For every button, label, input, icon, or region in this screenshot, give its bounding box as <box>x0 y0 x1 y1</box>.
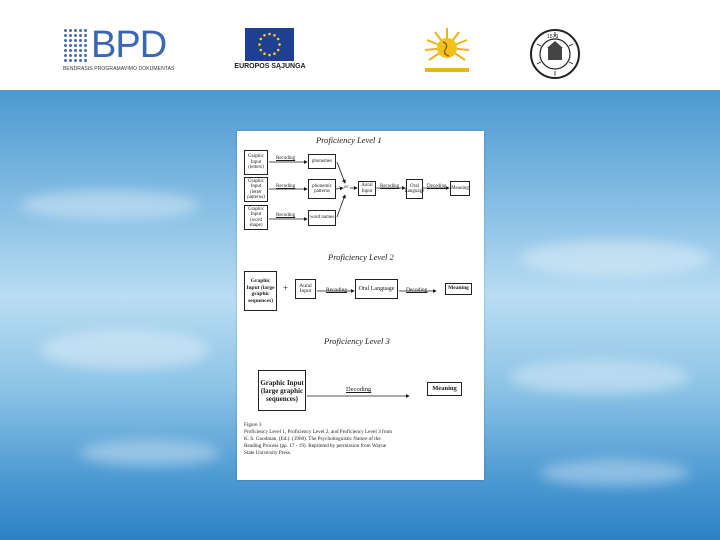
cloud <box>510 360 690 394</box>
level1-decoding-label: Decoding <box>427 184 447 189</box>
cloud <box>520 240 710 276</box>
level1-oral-language-box <box>406 179 423 199</box>
level3-title: Proficiency Level 3 <box>324 336 390 346</box>
level3-meaning-box <box>427 382 462 396</box>
box-label: Oral Language <box>404 183 425 194</box>
arrow <box>337 195 345 217</box>
caption-line: State University Press. <box>244 450 292 456</box>
level1-input-letters <box>244 150 268 175</box>
level1-meaning-box <box>450 181 470 196</box>
box-label: Aural Input <box>361 183 373 194</box>
cloud <box>80 440 220 466</box>
phonemes-box <box>308 154 336 169</box>
box-label: Oral Language <box>358 285 395 292</box>
box-label: phonemes <box>311 158 333 164</box>
university-seal-logo <box>529 28 581 80</box>
level2-oral-language-box <box>355 279 398 299</box>
level3-graphic-input-box <box>258 370 306 411</box>
word-names-box <box>308 210 336 226</box>
scanned-figure-page <box>237 131 484 480</box>
or-mark: or <box>344 185 349 190</box>
box-label: Graphic Input (large graphic sequences) <box>260 378 304 403</box>
level1-recoding-label: Recoding <box>380 184 400 189</box>
figure-caption <box>244 422 480 457</box>
level1-title: Proficiency Level 1 <box>316 135 382 145</box>
bpd-dot-mark <box>63 28 89 62</box>
level1-input-word-shape <box>244 205 268 230</box>
cloud <box>20 190 200 220</box>
bpd-logo-word: BPD <box>91 24 167 66</box>
level1-aural-input-box <box>358 181 376 196</box>
sun-emblem-icon <box>419 26 475 76</box>
level2-graphic-input-box <box>244 271 277 311</box>
eu-logo <box>234 28 306 74</box>
box-label: Aural Input <box>299 282 312 294</box>
level3-decoding-label: Decoding <box>346 386 372 393</box>
bpd-logo <box>63 24 175 76</box>
plus-sign: + <box>283 283 289 293</box>
level2-title: Proficiency Level 2 <box>328 252 394 262</box>
phonemic-patterns-box <box>308 179 336 199</box>
recoding-label: Recoding <box>276 213 296 218</box>
eu-flag-icon <box>245 28 294 61</box>
box-label: Graphic Input (letter patterns) <box>247 178 265 200</box>
recoding-label: Recoding <box>276 184 296 189</box>
caption-line: Proficiency Level 1, Proficiency Level 2, and Proficiency Level 3 from <box>244 429 393 435</box>
level2-aural-input-box <box>295 279 316 299</box>
arrow <box>336 188 343 189</box>
arrow <box>337 162 345 183</box>
seal-year: 1579 <box>547 34 559 40</box>
eu-logo-caption: EUROPOS SĄJUNGA <box>234 63 306 70</box>
eu-stars-icon <box>245 28 294 61</box>
cloud <box>540 460 690 486</box>
box-label: Meaning <box>448 285 469 292</box>
caption-line: K. S. Goodman, (Ed.). (1968). The Psycholinguistic Nature of the <box>244 436 381 442</box>
level2-recoding-label: Recoding <box>326 287 348 293</box>
bpd-logo-subtitle: BENDRASIS PROGRAMAVIMO DOKUMENTAS <box>63 66 175 72</box>
caption-line: Reading Process (pp. 17 - 19). Reprinted by permission from Wayne <box>244 443 387 449</box>
box-label: word names <box>309 215 335 221</box>
figure-label: Figure 3 <box>244 422 262 428</box>
level1-input-letter-patterns <box>244 177 268 202</box>
level2-meaning-box <box>445 283 472 295</box>
recoding-label: Recoding <box>276 156 296 161</box>
box-label: phonemic patterns <box>312 183 332 194</box>
cloud <box>40 330 210 370</box>
box-label: Meaning <box>432 385 457 393</box>
box-label: Meaning <box>451 185 469 191</box>
box-label: Graphic Input (word shape) <box>247 206 265 228</box>
sun-emblem-logo <box>419 26 475 76</box>
box-label: Graphic Input (large graphic sequences) <box>246 278 275 304</box>
level2-decoding-label: Decoding <box>406 287 428 293</box>
box-label: Graphic Input (letters) <box>247 154 265 171</box>
